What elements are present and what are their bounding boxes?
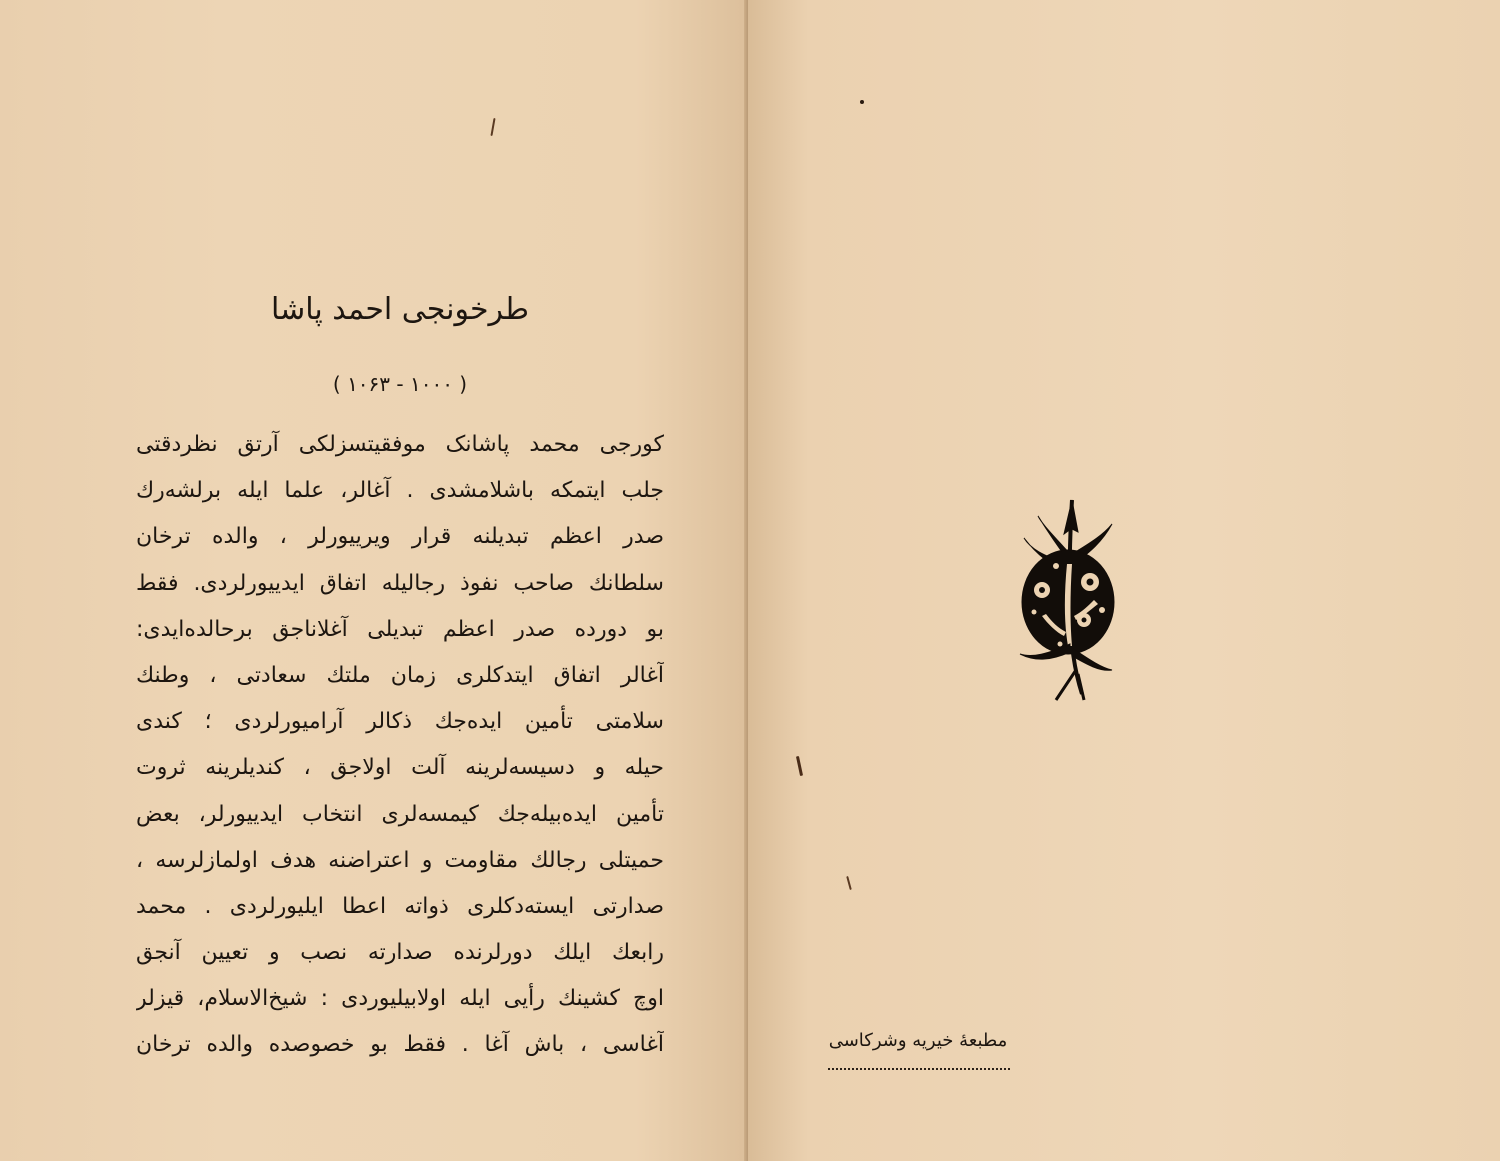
text-line: تأمین ایده‌بیله‌جك کیمسه‌لری انتخاب ایدییورلر، بعض	[136, 801, 664, 827]
paper-fleck	[796, 756, 803, 776]
text-line: اوچ کشینك رأیی ایله اولابیلیوردی : شیخ‌الاسلام، قیزلر	[136, 986, 664, 1012]
paper-fleck	[846, 876, 852, 890]
text-line: جلب ایتمکه باشلامشدی . آغالر، علما ایله برلشه‌رك	[136, 478, 664, 504]
imprint-rule	[828, 1068, 1010, 1070]
body-text	[136, 422, 664, 1069]
text-line: آغالر اتفاق ایتدکلری زمان ملتك سعادتی ، وطنك	[136, 662, 664, 688]
right-page	[748, 0, 1500, 1161]
text-line: رابعك ایلك دورلرنده صدارته نصب و تعیین آنجق	[136, 940, 664, 966]
ink-dot	[860, 100, 864, 104]
text-line: صدارتی ایسته‌دکلری ذواته اعطا ایلیورلردی . محمد	[136, 893, 664, 919]
text-line: آغاسی ، باش آغا . فقط بو خصوصده والده ترخان	[136, 1032, 664, 1058]
printer-imprint: مطبعهٔ خیریه وشرکاسی	[828, 1030, 1008, 1051]
floral-vignette-icon	[1012, 494, 1132, 704]
text-line: صدر اعظم تبدیلنه قرار ویرییورلر ، والده ترخان	[136, 524, 664, 550]
left-page	[0, 0, 748, 1161]
text-line: سلامتی تأمین ایده‌جك ذکالر آرامیورلردی ؛ کندی	[136, 709, 664, 735]
chapter-title: طرخونجی احمد پاشا	[270, 292, 529, 327]
pencil-mark	[490, 118, 495, 136]
text-line: سلطانك صاحب نفوذ رجالیله اتفاق ایدییورلردی. فقط	[136, 570, 664, 596]
text-line: کورجی محمد پاشانک موفقیتسزلکی آرتق نظردقتی	[136, 432, 664, 457]
text-line: حیله و دسیسه‌لرینه آلت اولاجق ، کندیلرینه ثروت	[136, 755, 664, 781]
chapter-dates: ( ۱۰۰۰ - ۱۰۶۳ )	[332, 372, 468, 396]
text-line: بو دورده صدر اعظم تبدیلی آغلاناجق برحالده‌ایدی:	[136, 616, 664, 642]
text-line: حمیتلی رجالك مقاومت و اعتراضنه هدف اولمازلرسه ،	[136, 847, 664, 873]
